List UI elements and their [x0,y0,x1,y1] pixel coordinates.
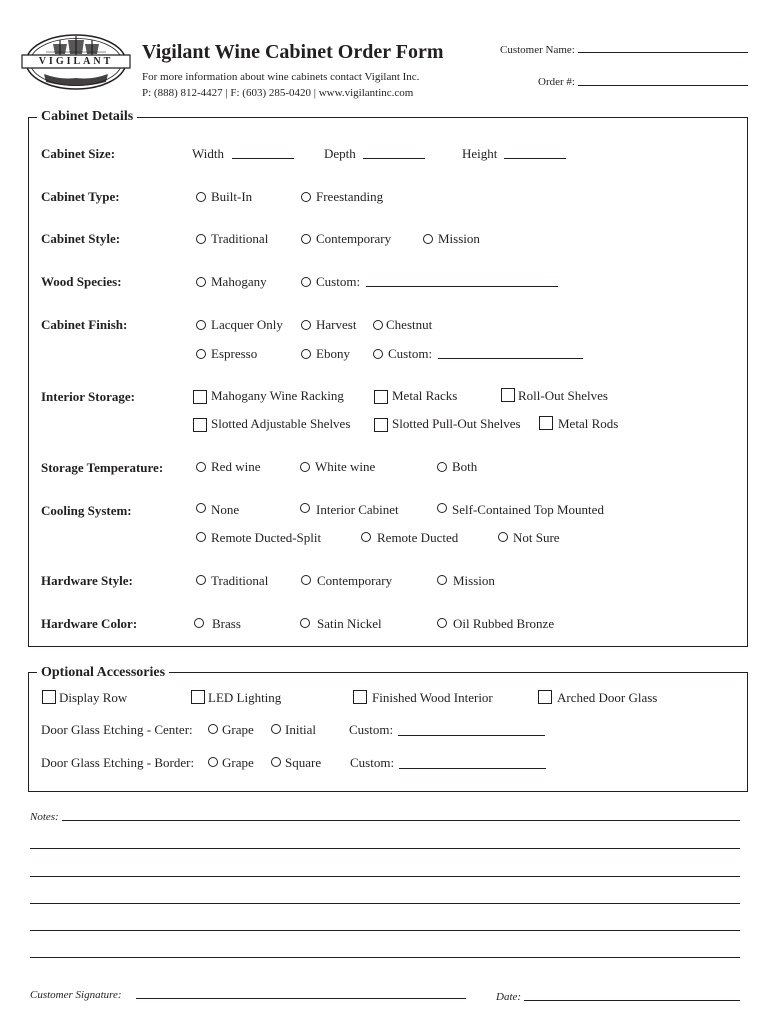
radio-finish-chestnut[interactable] [373,320,383,330]
option-cooling-ducted: Remote Ducted [377,530,459,545]
cabinet-finish-label: Cabinet Finish: [41,317,128,332]
option-border-grape: Grape [222,755,254,770]
etching-border-label: Door Glass Etching - Border: [41,755,195,770]
option-style-mission: Mission [438,231,480,246]
radio-color-oil-rubbed-bronze[interactable] [437,618,447,628]
radio-wood-mahogany[interactable] [196,277,206,287]
option-style-contemporary: Contemporary [316,231,392,246]
option-temp-red: Red wine [211,459,261,474]
wood-custom-field[interactable] [366,286,558,287]
radio-hw-traditional[interactable] [196,575,206,585]
finish-custom-field[interactable] [438,358,583,359]
optional-accessories-legend: Optional Accessories [37,665,169,681]
option-freestanding: Freestanding [316,189,384,204]
radio-wood-custom[interactable] [301,277,311,287]
info-line: For more information about wine cabinets contact Vigilant Inc. [142,71,420,83]
radio-border-square[interactable] [271,757,281,767]
option-finish-ebony: Ebony [316,346,350,361]
notes-line-6[interactable] [30,957,740,958]
radio-temp-white[interactable] [300,462,310,472]
cabinet-style-label: Cabinet Style: [41,231,121,246]
cabinet-size-label: Cabinet Size: [41,146,116,161]
center-custom-label: Custom: [349,722,394,737]
cabinet-type-label: Cabinet Type: [41,189,120,204]
customer-name-label: Customer Name: [500,44,575,56]
option-cooling-interior: Interior Cabinet [316,502,399,517]
option-cooling-not-sure: Not Sure [513,530,560,545]
cooling-system-label: Cooling System: [41,503,132,518]
option-border-square: Square [285,755,322,770]
option-mahogany-racking: Mahogany Wine Racking [211,388,344,403]
option-arched-door-glass: Arched Door Glass [557,690,658,705]
radio-center-grape[interactable] [208,724,218,734]
radio-style-mission[interactable] [423,234,433,244]
option-finish-chestnut: Chestnut [386,317,433,332]
radio-temp-both[interactable] [437,462,447,472]
checkbox-finished-wood-interior[interactable] [353,690,367,704]
cabinet-details-legend: Cabinet Details [37,109,137,125]
width-field[interactable] [232,158,294,159]
radio-finish-ebony[interactable] [301,349,311,359]
order-number-label: Order #: [538,76,575,88]
interior-storage-label: Interior Storage: [41,389,135,404]
signature-label: Customer Signature: [30,989,122,1001]
option-hw-contemporary: Contemporary [317,573,393,588]
radio-border-grape[interactable] [208,757,218,767]
option-finish-harvest: Harvest [316,317,357,332]
option-slotted-pull-out: Slotted Pull-Out Shelves [392,416,521,431]
storage-temperature-label: Storage Temperature: [41,460,164,475]
option-roll-out-shelves: Roll-Out Shelves [518,388,608,403]
option-finish-custom: Custom: [388,346,433,361]
notes-line-3[interactable] [30,876,740,877]
signature-field[interactable] [136,998,466,999]
notes-line-1[interactable] [62,820,740,821]
notes-line-2[interactable] [30,848,740,849]
hardware-color-label: Hardware Color: [41,616,138,631]
option-slotted-adjustable: Slotted Adjustable Shelves [211,416,351,431]
option-metal-rods: Metal Rods [558,416,619,431]
notes-line-5[interactable] [30,930,740,931]
option-finish-espresso: Espresso [211,346,258,361]
notes-label: Notes: [30,811,59,823]
option-color-brass: Brass [212,616,241,631]
radio-finish-espresso[interactable] [196,349,206,359]
radio-built-in[interactable] [196,192,206,202]
radio-cooling-top-mounted[interactable] [437,503,447,513]
option-wood-custom: Custom: [316,274,361,289]
vigilant-logo [20,30,132,96]
option-style-traditional: Traditional [211,231,269,246]
radio-freestanding[interactable] [301,192,311,202]
checkbox-slotted-pull-out[interactable] [374,418,388,432]
border-custom-label: Custom: [350,755,395,770]
checkbox-roll-out-shelves[interactable] [501,388,515,402]
contact-line: P: (888) 812-4427 | F: (603) 285-0420 | www.vigilantinc.com [142,87,414,99]
checkbox-metal-rods[interactable] [539,416,553,430]
date-label: Date: [496,991,522,1003]
border-custom-field[interactable] [399,768,546,769]
checkbox-display-row[interactable] [42,690,56,704]
order-number-field[interactable] [578,85,748,86]
option-led-lighting: LED Lighting [208,690,282,705]
option-color-satin-nickel: Satin Nickel [317,616,382,631]
width-label: Width [192,146,224,161]
hardware-style-label: Hardware Style: [41,573,133,588]
date-field[interactable] [524,1000,740,1001]
radio-cooling-not-sure[interactable] [498,532,508,542]
option-center-grape: Grape [222,722,254,737]
option-hw-traditional: Traditional [211,573,269,588]
radio-finish-lacquer[interactable] [196,320,206,330]
radio-hw-mission[interactable] [437,575,447,585]
option-finish-lacquer: Lacquer Only [211,317,283,332]
option-color-oil-rubbed-bronze: Oil Rubbed Bronze [453,616,555,631]
checkbox-mahogany-racking[interactable] [193,390,207,404]
form-title: Vigilant Wine Cabinet Order Form [142,41,444,63]
wood-species-label: Wood Species: [41,274,122,289]
etching-center-label: Door Glass Etching - Center: [41,722,193,737]
radio-finish-harvest[interactable] [301,320,311,330]
option-finished-wood-interior: Finished Wood Interior [372,690,493,705]
option-wood-mahogany: Mahogany [211,274,267,289]
radio-center-initial[interactable] [271,724,281,734]
option-cooling-none: None [211,502,240,517]
option-cooling-top-mounted: Self-Contained Top Mounted [452,502,604,517]
customer-name-field[interactable] [578,52,748,53]
radio-cooling-ducted[interactable] [361,532,371,542]
checkbox-slotted-adjustable[interactable] [193,418,207,432]
radio-cooling-none[interactable] [196,503,206,513]
option-display-row: Display Row [59,690,128,705]
option-temp-white: White wine [315,459,376,474]
depth-label: Depth [324,146,356,161]
checkbox-arched-door-glass[interactable] [538,690,552,704]
checkbox-led-lighting[interactable] [191,690,205,704]
radio-hw-contemporary[interactable] [301,575,311,585]
depth-field[interactable] [363,158,425,159]
option-built-in: Built-In [211,189,253,204]
option-hw-mission: Mission [453,573,495,588]
option-metal-racks: Metal Racks [392,388,458,403]
radio-style-contemporary[interactable] [301,234,311,244]
checkbox-metal-racks[interactable] [374,390,388,404]
radio-style-traditional[interactable] [196,234,206,244]
cabinet-details-section [28,117,748,647]
radio-cooling-interior[interactable] [300,503,310,513]
notes-line-4[interactable] [30,903,740,904]
radio-temp-red[interactable] [196,462,206,472]
radio-cooling-ducted-split[interactable] [196,532,206,542]
option-center-initial: Initial [285,722,317,737]
height-field[interactable] [504,158,566,159]
radio-finish-custom[interactable] [373,349,383,359]
option-temp-both: Both [452,459,478,474]
radio-color-satin-nickel[interactable] [300,618,310,628]
logo-text: VIGILANT [38,56,114,67]
radio-color-brass[interactable] [194,618,204,628]
center-custom-field[interactable] [398,735,545,736]
height-label: Height [462,146,498,161]
option-cooling-ducted-split: Remote Ducted-Split [211,530,322,545]
